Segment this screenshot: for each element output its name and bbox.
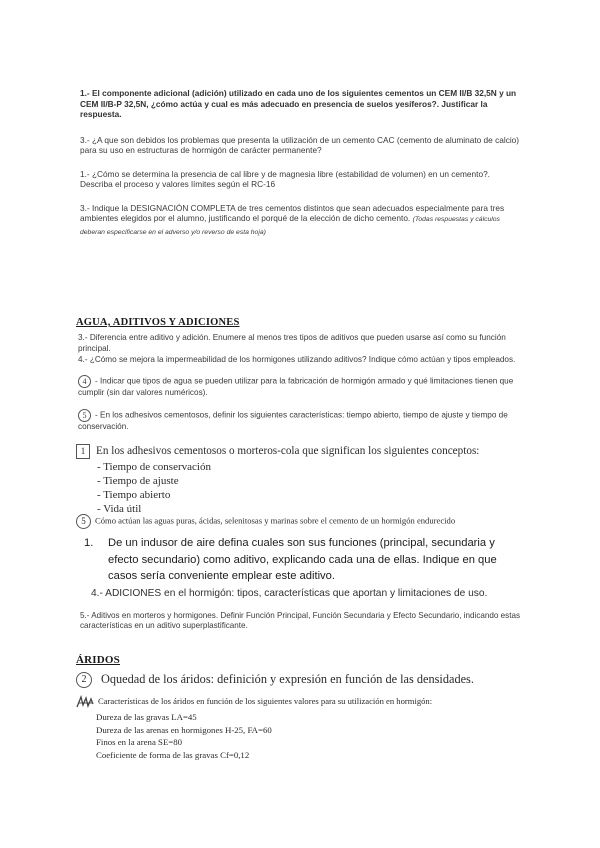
question-agua-4: 4.- ¿Cómo se mejora la impermeabilidad de los hormigones utilizando aditivos? Indique cómo actúan y tipos empleados. — [78, 355, 516, 364]
question-3b-note: (Todas respuestas y cálculos deberan especificarse en el adverso y/o reverso de esta hoja) — [80, 216, 500, 236]
circled-number-5: 5 — [78, 409, 91, 422]
question-1: 1.- El componente adicional (adición) utilizado en cada uno de los siguientes cementos un CEM II/B 32,5N y un CEM II/B-P 32,5N, ¿cómo actúa y cual es más adecuado en presencia de suelos yesíferos?. Justificar la respuesta. — [80, 88, 517, 119]
question-box-list — [97, 460, 526, 516]
list-item: Dureza de las gravas LA=45 — [96, 712, 197, 722]
list-item: Dureza de las arenas en hormigones H-25, FA=60 — [96, 724, 272, 735]
question-aridos-2-text: Oquedad de los áridos: definición y expresión en función de las densidades. — [101, 672, 474, 686]
section-heading-agua: AGUA, ADITIVOS Y ADICIONES — [76, 317, 240, 328]
list-item: - Tiempo de ajuste — [97, 475, 179, 487]
question-3: 3.- ¿A que son debidos los problemas que presenta la utilización de un cemento CAC (cemento de aluminato de calcio) para su uso en estructuras de hormigón de carácter permanente? — [80, 134, 520, 155]
scribble-icon — [76, 695, 94, 709]
question-agua-5-text: - En los adhesivos cementosos, definir los siguientes características: tiempo abierto, tiempo de ajuste y tiempo de conservación. — [78, 410, 508, 431]
question-aridos-2 — [76, 672, 536, 688]
question-agua-4b — [78, 375, 526, 399]
question-aditivos: 5.- Aditivos en morteros y hormigones. Definir Función Principal, Función Secundaria y Efecto Secundario, indicando estas características en un aditivo superplastificante. — [80, 611, 520, 631]
question-agua-5 — [78, 409, 526, 433]
question-aridos-3 — [76, 695, 536, 761]
question-aridos-3-intro-text: Características de los áridos en función de los siguientes valores para su utilización en hormigón: — [98, 695, 433, 706]
list-item: Coeficiente de forma de las gravas Cf=0,12 — [96, 749, 250, 760]
question-list-block — [84, 535, 528, 585]
question-aridos-3-intro — [76, 695, 536, 709]
list-item: - Vida útil — [97, 503, 142, 515]
question-box-block — [76, 444, 526, 516]
question-box — [76, 444, 526, 459]
circled-number-5b: 5 — [76, 514, 91, 529]
question-c5 — [76, 514, 536, 529]
question-1b: 1.- ¿Cómo se determina la presencia de cal libre y de magnesia libre (estabilidad de volumen) en un cemento?. Describa el proceso y valores límites según el RC-16 — [80, 168, 490, 189]
list-item: - Tiempo abierto — [97, 489, 171, 501]
circled-number-2: 2 — [76, 672, 92, 688]
list-item: Finos en la arena SE=80 — [96, 737, 183, 748]
top-question-block — [80, 88, 525, 238]
question-3b — [80, 203, 525, 239]
question-adiciones: 4.- ADICIONES en el hormigón: tipos, características que aportan y limitaciones de uso. — [91, 588, 488, 599]
question-list-text: De un indusor de aire defina cuales son sus funciones (principal, secundaria y efecto secundario) como aditivo, explicando cada una de ellas. Indique en que casos sería conveniente emplear este aditivo. — [108, 537, 497, 583]
list-item: - Tiempo de conservación — [97, 461, 211, 473]
question-agua-3: 3.- Diferencia entre aditivo y adición. Enumere al menos tres tipos de aditivos que pueden usarse así como su función principal. — [78, 333, 506, 353]
agua-questions — [78, 333, 526, 433]
question-box-text: En los adhesivos cementosos o morteros-cola que significan los siguientes conceptos: — [96, 445, 480, 458]
question-agua-4b-text: - Indicar que tipos de agua se pueden utilizar para la fabricación de hormigón armado y qué limitaciones tienen que cumplir (sin dar valores numéricos). — [78, 376, 514, 397]
question-c5-text: Cómo actúan las aguas puras, ácidas, selenitosas y marinas sobre el cemento de un hormigón endurecido — [95, 515, 456, 526]
circled-number-4: 4 — [78, 375, 91, 388]
section-heading-aridos: ÁRIDOS — [76, 654, 120, 666]
aridos-values-list — [96, 711, 536, 761]
list-number: 1. — [84, 537, 94, 549]
boxed-number-icon: 1 — [76, 444, 90, 459]
question-3b-text: 3.- Indique la DESIGNACIÓN COMPLETA de tres cementos distintos que sean adecuados especialmente para tres ambientes elegidos por el alumno, justificando el porqué de la elección de dicho cemento. — [80, 202, 505, 223]
